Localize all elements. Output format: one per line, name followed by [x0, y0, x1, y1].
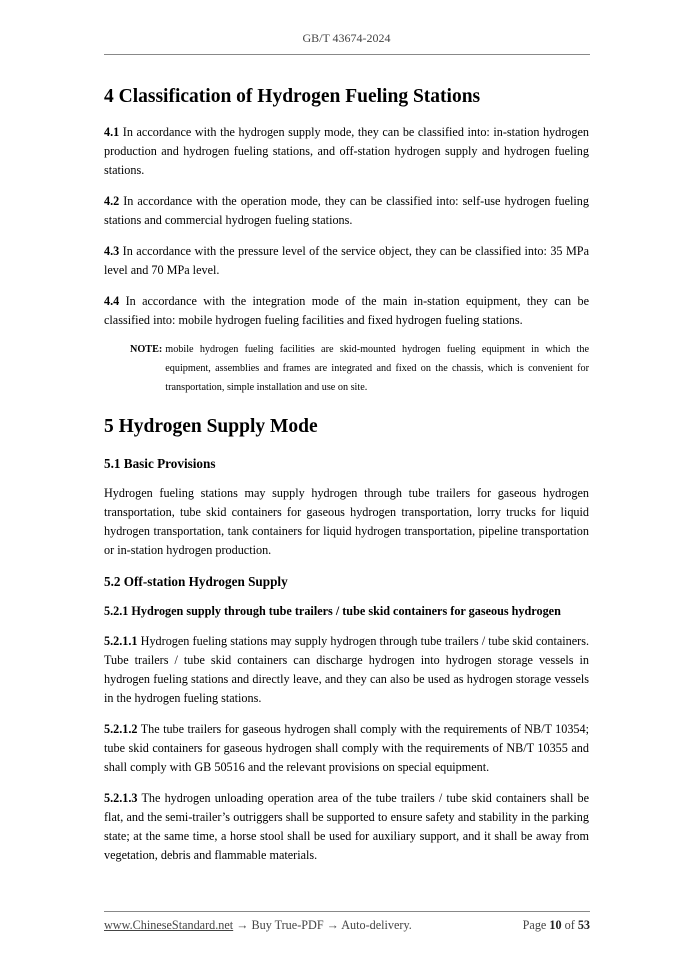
clause-text: The tube trailers for gaseous hydrogen shall comply with the requirements of NB/T 10354; tube skid containers for gaseous hydrogen shall comply with the requirements of NB/T 10355 and shall comply with GB 50516 and the relevant provisions on special equipment. — [104, 721, 589, 774]
page-content — [104, 85, 589, 877]
clause-5-2-1-1 — [104, 632, 589, 708]
page-label: Page — [522, 918, 550, 932]
clause-text: In accordance with the hydrogen supply mode, they can be classified into: in-station hydrogen production and hydrogen fueling stations, and off-station hydrogen supply and hydrogen fueling stations. — [104, 125, 589, 178]
of-label: of — [561, 918, 578, 932]
clause-text: Hydrogen fueling stations may supply hydrogen through tube trailers / tube skid containers. Tube trailers / tube skid containers can discharge hydrogen into hydrogen storage vessels in hydrogen fueling stations and directly leave, and they can also be used as hydrogen storage vessels in the hydrogen fueling stations. — [104, 633, 589, 705]
clause-text: The hydrogen unloading operation area of the tube trailers / tube skid containers shall be flat, and the semi-trailer’s outriggers shall be supported to ensure safety and stability in the parking state; at the same time, a horse stool shall be used for auxiliary support, and it shall be away from vegetation, debris and flammable materials. — [104, 790, 589, 862]
section-5-heading: 5 Hydrogen Supply Mode — [104, 416, 318, 438]
clause-number: 5.2.1.1 — [104, 633, 138, 648]
clause-number: 4.1 — [104, 125, 120, 140]
note-label: NOTE: — [130, 344, 163, 356]
footer-promo — [104, 918, 412, 933]
subsection-5-1-heading: 5.1 Basic Provisions — [104, 455, 216, 471]
clause-number: 4.4 — [104, 294, 120, 309]
site-link[interactable]: www.ChineseStandard.net — [104, 918, 234, 932]
section-4-heading: 4 Classification of Hydrogen Fueling Stations — [104, 86, 481, 107]
clause-4-1 — [104, 123, 589, 180]
page-indicator — [523, 918, 590, 933]
promo-text: → Buy True-PDF → Auto-delivery. — [233, 918, 412, 932]
clause-4-4 — [104, 292, 589, 330]
document-code-header: GB/T 43674-2024 — [302, 31, 391, 45]
page-total: 53 — [577, 918, 590, 932]
clause-5-2-1-3 — [104, 789, 589, 865]
page-footer — [104, 918, 590, 933]
clause-number: 5.2.1.2 — [104, 721, 138, 736]
clause-text: In accordance with the pressure level of the service object, they can be classified into: 35 MPa level and 70 MPa level. — [104, 244, 589, 278]
note-text: mobile hydrogen fueling facilities are skid-mounted hydrogen fueling equipment in which the equipment, assemblies and frames are integrated and fixed on the chassis, which is convenient for transportation, simple installation and use on site. — [165, 344, 589, 394]
subsection-5-2-1-heading: 5.2.1 Hydrogen supply through tube trailers / tube skid containers for gaseous hydrogen — [104, 603, 561, 618]
clause-number: 4.3 — [104, 244, 120, 259]
page-number: 10 — [549, 918, 562, 932]
clause-text: In accordance with the integration mode of the main in-station equipment, they can be classified into: mobile hydrogen fueling facilities and fixed hydrogen fueling stations. — [104, 294, 589, 328]
clause-number: 5.2.1.3 — [104, 790, 138, 805]
clause-4-3 — [104, 242, 589, 280]
clause-4-2 — [104, 192, 589, 230]
subsection-5-1-text: Hydrogen fueling stations may supply hydrogen through tube trailers for gaseous hydrogen transportation, tube skid containers for gaseous hydrogen transportation, lorry trucks for liquid hydrogen transportation, tank containers for liquid hydrogen transportation, pipeline transportation or in-station hydrogen production. — [104, 485, 589, 557]
note-block — [130, 340, 589, 397]
clause-text: In accordance with the operation mode, they can be classified into: self-use hydrogen fueling stations and commercial hydrogen fueling stations. — [104, 194, 589, 228]
clause-number: 4.2 — [104, 194, 120, 209]
clause-5-2-1-2 — [104, 720, 589, 777]
header-divider — [104, 54, 590, 55]
subsection-5-2-heading: 5.2 Off-station Hydrogen Supply — [104, 573, 288, 589]
footer-divider — [104, 911, 590, 912]
